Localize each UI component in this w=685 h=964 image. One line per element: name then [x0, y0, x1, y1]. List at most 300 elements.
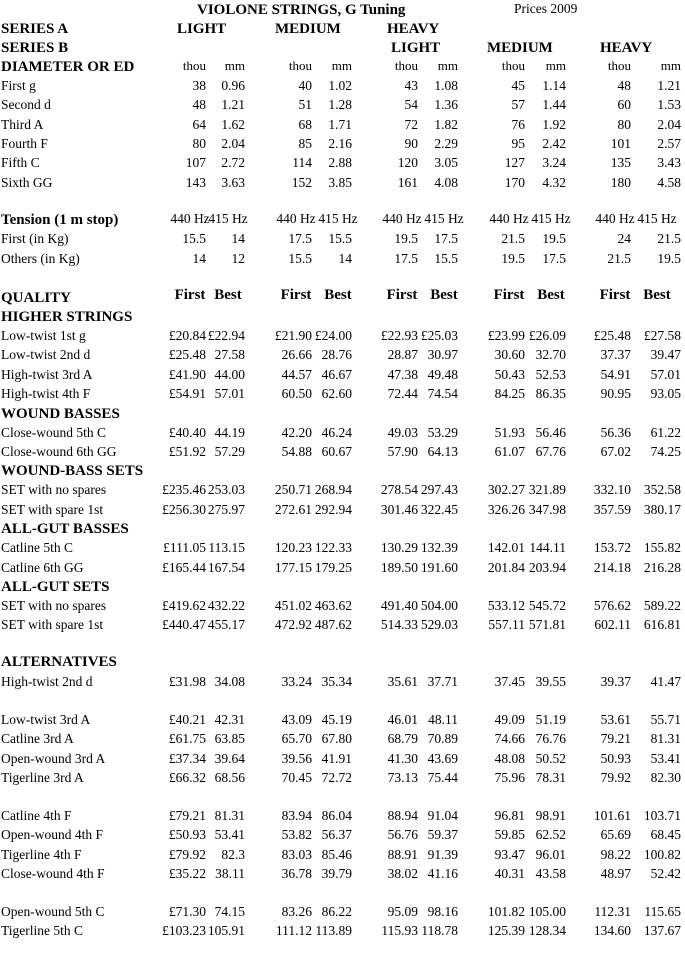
tension-hz-415: 415 Hz: [318, 211, 358, 226]
alt-row-value: 53.41: [650, 750, 681, 766]
price-row-value: 53.29: [427, 424, 458, 440]
tension-row-value: 14: [231, 231, 245, 246]
alt-row-value: 62.52: [535, 827, 566, 843]
alt-row-value: 76.76: [535, 731, 566, 747]
diameter-row-value: 127: [504, 155, 525, 171]
alt-row-value: 38.11: [215, 865, 245, 881]
price-row-value: 67.76: [535, 444, 566, 459]
tension-row-value: 15.5: [182, 231, 206, 246]
alt-row-label: Catline 3rd A: [1, 731, 74, 747]
diameter-row-value: 3.43: [657, 155, 681, 171]
unit-mm: mm: [224, 58, 245, 73]
price-row-value: 57.01: [650, 366, 681, 382]
diameter-row-value: 152: [291, 174, 312, 190]
price-row-value: £111.05: [163, 540, 206, 556]
price-row-value: 32.70: [535, 347, 566, 363]
diameter-row-value: 107: [185, 155, 206, 171]
series-a-label: SERIES A: [1, 21, 69, 37]
diameter-row-value: 60: [617, 97, 631, 113]
diameter-row-value: 85: [298, 135, 312, 151]
col-first: First: [280, 287, 312, 303]
alt-row-value: 41.30: [387, 750, 418, 766]
tension-row-value: 14: [192, 250, 206, 266]
series-b-heading: HEAVY: [600, 40, 653, 56]
price-row-value: 326.26: [487, 501, 525, 517]
alt-row-value: 41.16: [427, 865, 458, 881]
alt-row-value: 98.22: [600, 846, 631, 862]
price-row-label: SET with spare 1st: [1, 501, 104, 517]
tension-row-value: 19.5: [657, 250, 681, 266]
price-row-value: £256.30: [162, 501, 206, 517]
price-row-value: 278.54: [380, 482, 418, 498]
alt-row-value: 36.78: [281, 865, 312, 881]
alt-row-value: 73.13: [387, 769, 418, 785]
alt-row-value: £50.93: [168, 827, 206, 843]
alt-row-value: 115.93: [381, 923, 418, 939]
alt-row-value: 78.31: [535, 769, 566, 785]
quality-label: QUALITY: [1, 290, 72, 306]
price-row-value: 61.07: [494, 444, 525, 459]
price-row-value: 64.13: [427, 444, 458, 459]
price-row-value: 529.03: [420, 617, 458, 633]
alt-row-value: 56.37: [321, 827, 352, 843]
alt-row-value: 43.09: [281, 712, 312, 727]
diameter-row-value: 2.04: [221, 135, 245, 151]
price-row-value: 487.62: [314, 617, 352, 633]
unit-mm: mm: [545, 58, 566, 73]
price-row-value: 49.48: [427, 366, 458, 382]
price-row-value: 84.25: [494, 386, 525, 402]
price-row-label: Low-twist 2nd d: [1, 347, 91, 363]
diameter-row-value: 90: [404, 135, 418, 151]
alt-row-value: 39.64: [214, 750, 245, 766]
alt-row-label: Catline 4th F: [1, 808, 72, 823]
alt-row-value: £79.21: [168, 808, 206, 823]
price-row-value: 268.94: [314, 482, 352, 498]
section-heading: WOUND-BASS SETS: [1, 463, 144, 480]
alt-row-value: 52.42: [650, 865, 681, 881]
price-row-value: 589.22: [643, 598, 681, 613]
alt-row-value: 34.08: [214, 674, 245, 689]
diameter-row-value: 1.36: [434, 97, 458, 113]
diameter-row-value: 2.57: [657, 135, 681, 151]
price-row-value: 352.58: [643, 482, 681, 498]
price-row-value: 90.95: [600, 386, 631, 402]
diameter-row-value: 2.88: [328, 155, 352, 171]
alt-row-value: 41.91: [321, 750, 352, 766]
alt-row-label: Tigerline 4th F: [1, 846, 82, 862]
price-row-value: £22.94: [207, 328, 245, 343]
diameter-row-value: 95: [511, 135, 525, 151]
tension-row-value: 17.5: [394, 250, 418, 266]
diameter-row-value: 1.14: [542, 78, 566, 93]
unit-thou: thou: [288, 58, 312, 73]
alt-row-label: Low-twist 3rd A: [1, 712, 91, 727]
alt-row-value: 39.37: [600, 674, 631, 689]
diameter-row-value: 1.71: [328, 116, 352, 132]
alt-row-value: 43.58: [535, 865, 566, 881]
alt-row-label: Open-wound 4th F: [1, 827, 103, 843]
series-a-heading: LIGHT: [177, 21, 227, 37]
page-title: VIOLONE STRINGS, G Tuning: [197, 2, 406, 18]
price-row-value: 321.89: [528, 482, 566, 498]
price-row-value: 122.33: [314, 540, 352, 556]
unit-mm: mm: [660, 58, 681, 73]
diameter-row-value: 40: [298, 78, 312, 93]
alt-row-value: 81.31: [214, 808, 245, 823]
diameter-row-value: 161: [397, 174, 418, 190]
price-row-value: 297.43: [420, 482, 458, 498]
price-row-value: 491.40: [380, 598, 418, 613]
diameter-row-label: Second d: [1, 97, 51, 113]
price-row-value: 557.11: [488, 617, 525, 633]
price-row-value: 44.19: [214, 424, 245, 440]
diameter-row-label: Fourth F: [1, 135, 48, 151]
price-row-label: High-twist 3rd A: [1, 366, 93, 382]
alt-row-value: 40.31: [494, 865, 525, 881]
price-row-value: 616.81: [643, 617, 681, 633]
tension-hz-440: 440 Hz: [276, 211, 316, 226]
alt-row-value: 51.19: [535, 712, 566, 727]
diameter-row-value: 3.85: [328, 174, 352, 190]
alt-row-value: 105.00: [528, 904, 566, 919]
tension-row-value: 17.5: [542, 250, 566, 266]
price-row-value: 62.60: [321, 386, 352, 402]
price-row-value: £235.46: [162, 482, 206, 498]
price-row-value: £40.40: [168, 424, 206, 440]
price-row-value: £41.90: [168, 366, 206, 382]
diameter-row-value: 0.96: [221, 78, 245, 93]
alt-row-value: 74.15: [214, 904, 245, 919]
diameter-row-value: 48: [192, 97, 206, 113]
diameter-row-value: 170: [504, 174, 525, 190]
alt-row-value: £35.22: [168, 865, 206, 881]
price-row-value: 332.10: [593, 482, 631, 498]
diameter-row-value: 135: [610, 155, 631, 171]
price-row-value: 301.46: [380, 501, 418, 517]
unit-thou: thou: [394, 58, 418, 73]
price-row-value: 253.03: [207, 482, 245, 498]
price-row-value: 30.97: [427, 347, 458, 363]
alt-row-value: 79.92: [600, 769, 631, 785]
price-row-label: Close-wound 5th C: [1, 424, 107, 440]
alt-row-value: 46.01: [387, 712, 418, 727]
alt-row-value: 33.24: [281, 674, 312, 689]
price-row-value: 37.37: [600, 347, 631, 363]
alt-row-value: 93.47: [494, 846, 525, 862]
price-row-label: Catline 6th GG: [1, 559, 84, 575]
diameter-row-value: 51: [298, 97, 312, 113]
price-row-value: 155.82: [643, 540, 681, 556]
alternatives-heading: ALTERNATIVES: [1, 654, 117, 670]
price-row-label: SET with spare 1st: [1, 617, 104, 633]
price-row-value: 86.35: [535, 386, 566, 402]
price-row-value: 545.72: [528, 598, 566, 613]
price-row-value: 50.43: [494, 366, 525, 382]
tension-hz-415: 415 Hz: [637, 211, 677, 226]
price-row-value: 214.18: [593, 559, 631, 575]
tension-row-value: 21.5: [501, 231, 525, 246]
diameter-row-value: 68: [298, 116, 312, 132]
price-row-value: 44.00: [214, 366, 245, 382]
alt-row-value: 43.69: [427, 750, 458, 766]
price-row-value: 302.27: [487, 482, 525, 498]
alt-row-value: 79.21: [600, 731, 631, 747]
tension-row-label: Others (in Kg): [1, 250, 80, 266]
price-row-value: £25.48: [593, 328, 631, 343]
price-row-value: 432.22: [207, 598, 245, 613]
alt-row-value: 37.71: [427, 674, 458, 689]
section-heading: WOUND BASSES: [1, 405, 120, 422]
price-row-value: 275.97: [207, 501, 245, 517]
alt-row-value: £31.98: [168, 674, 206, 689]
alt-row-value: 70.45: [281, 769, 312, 785]
price-row-value: 28.87: [387, 347, 418, 363]
tension-label: Tension (1 m stop): [1, 212, 119, 228]
alt-row-value: £40.21: [168, 712, 206, 727]
price-row-value: 533.12: [487, 598, 525, 613]
alt-row-value: 85.46: [321, 846, 352, 862]
diameter-row-value: 43: [404, 78, 418, 93]
diameter-row-value: 1.21: [657, 78, 681, 93]
price-row-value: 113.15: [208, 540, 245, 556]
alt-row-value: 113.89: [315, 923, 352, 939]
price-row-value: 39.47: [650, 347, 681, 363]
alt-row-value: £79.92: [168, 846, 206, 862]
diameter-row-value: 76: [511, 116, 525, 132]
price-row-label: High-twist 4th F: [1, 386, 91, 402]
alt-row-value: 137.67: [643, 923, 681, 939]
diameter-row-value: 3.63: [221, 174, 245, 190]
price-row-label: Catline 5th C: [1, 540, 73, 556]
col-best: Best: [537, 287, 565, 303]
price-row-value: 54.91: [600, 366, 631, 382]
alt-row-value: 83.94: [281, 808, 312, 823]
price-row-value: 250.71: [274, 482, 312, 498]
price-row-value: 203.94: [528, 559, 566, 575]
alt-row-value: 39.56: [281, 750, 312, 766]
diameter-row-value: 143: [185, 174, 206, 190]
alt-row-value: 86.22: [321, 904, 352, 919]
section-heading: HIGHER STRINGS: [1, 309, 133, 325]
diameter-row-label: Sixth GG: [1, 174, 53, 190]
price-row-value: 347.98: [528, 501, 566, 517]
alt-row-value: 134.60: [593, 923, 631, 939]
alt-row-value: 103.71: [643, 808, 681, 823]
tension-row-value: 15.5: [288, 250, 312, 266]
price-row-value: 602.11: [594, 617, 631, 633]
price-row-value: 142.01: [487, 540, 525, 556]
alt-row-value: £61.75: [168, 731, 206, 747]
tension-row-value: 21.5: [607, 250, 631, 266]
price-row-value: 42.20: [281, 424, 312, 440]
alt-row-value: 65.69: [600, 827, 631, 843]
alt-row-label: Open-wound 3rd A: [1, 750, 106, 766]
diameter-row-value: 2.04: [657, 116, 681, 132]
price-row-value: 52.53: [535, 366, 566, 382]
tension-hz-440: 440 Hz: [595, 211, 635, 226]
price-row-value: £20.84: [168, 328, 206, 343]
alt-row-value: 59.85: [494, 827, 525, 843]
price-row-value: 28.76: [321, 347, 352, 363]
series-b-label: SERIES B: [1, 40, 69, 56]
alt-row-value: 91.39: [427, 846, 458, 862]
price-row-value: 201.84: [487, 559, 525, 575]
col-first: First: [493, 287, 525, 303]
col-best: Best: [324, 287, 352, 303]
alt-row-value: 96.01: [535, 846, 566, 862]
price-row-value: 191.60: [420, 559, 458, 575]
price-row-value: 272.61: [274, 501, 312, 517]
diameter-row-value: 38: [192, 78, 206, 93]
price-row-value: 177.15: [274, 559, 312, 575]
diameter-label: DIAMETER OR ED: [1, 59, 135, 75]
alt-row-value: 37.45: [494, 674, 525, 689]
price-row-label: Low-twist 1st g: [1, 328, 86, 343]
alt-row-value: 41.47: [650, 674, 681, 689]
alt-row-value: 86.04: [321, 808, 352, 823]
price-row-value: 93.05: [650, 386, 681, 402]
alt-row-value: 88.94: [387, 808, 418, 823]
alt-row-value: 50.52: [535, 750, 566, 766]
price-row-value: 51.93: [494, 424, 525, 440]
price-row-value: £21.90: [274, 328, 312, 343]
price-row-value: 54.88: [281, 444, 312, 459]
price-row-value: £440.47: [162, 617, 206, 633]
alt-row-value: 112.31: [594, 904, 631, 919]
price-row-value: 27.58: [214, 347, 245, 363]
tension-hz-415: 415 Hz: [208, 211, 248, 226]
price-row-value: 455.17: [207, 617, 245, 633]
alt-row-label: Open-wound 5th C: [1, 904, 105, 919]
diameter-row-value: 1.92: [542, 116, 566, 132]
diameter-row-value: 1.28: [328, 97, 352, 113]
diameter-row-value: 2.29: [434, 135, 458, 151]
price-row-value: £51.92: [168, 444, 206, 459]
diameter-row-value: 1.53: [657, 97, 681, 113]
price-row-value: £22.93: [380, 328, 418, 343]
col-first: First: [599, 287, 631, 303]
tension-row-value: 14: [338, 250, 352, 266]
alt-row-value: 101.82: [487, 904, 525, 919]
alt-row-value: £37.34: [168, 750, 206, 766]
alt-row-value: 88.91: [387, 846, 418, 862]
diameter-row-value: 1.08: [434, 78, 458, 93]
diameter-row-value: 4.08: [434, 174, 458, 190]
diameter-row-value: 2.42: [542, 135, 566, 151]
alt-row-value: 68.56: [214, 769, 245, 785]
tension-row-value: 15.5: [328, 231, 352, 246]
price-row-value: 322.45: [420, 501, 458, 517]
price-row-value: £419.62: [162, 598, 206, 613]
price-row-value: 57.90: [387, 444, 418, 459]
alt-row-value: 125.39: [487, 923, 525, 939]
tension-row-value: 15.5: [434, 250, 458, 266]
price-row-value: 357.59: [593, 501, 631, 517]
price-row-value: £23.99: [487, 328, 525, 343]
alt-row-value: 95.09: [387, 904, 418, 919]
price-row-value: 46.24: [321, 424, 352, 440]
price-row-value: 46.67: [321, 366, 352, 382]
alt-row-value: 68.79: [387, 731, 418, 747]
alt-row-value: 45.19: [321, 712, 352, 727]
price-row-value: 144.11: [529, 540, 566, 556]
alt-row-value: 68.45: [650, 827, 681, 843]
alt-row-value: 49.09: [494, 712, 525, 727]
alt-row-value: 63.85: [214, 731, 245, 747]
tension-row-value: 12: [231, 250, 245, 266]
alt-row-value: 48.97: [600, 865, 631, 881]
price-row-value: 167.54: [207, 559, 245, 575]
diameter-row-value: 4.32: [542, 174, 566, 190]
alt-row-value: 105.91: [207, 923, 245, 939]
tension-row-value: 24: [617, 231, 631, 246]
price-row-value: 57.29: [214, 444, 245, 459]
alt-row-value: 74.66: [494, 731, 525, 747]
price-row-value: £25.03: [420, 328, 458, 343]
section-heading: ALL-GUT SETS: [1, 579, 110, 595]
alt-row-label: Close-wound 4th F: [1, 865, 105, 881]
price-row-value: 576.62: [593, 598, 631, 613]
price-row-value: 216.28: [643, 559, 681, 575]
price-row-value: 60.50: [281, 386, 312, 402]
price-row-value: 74.25: [650, 444, 681, 459]
col-best: Best: [643, 287, 671, 303]
alt-row-value: 38.02: [387, 865, 418, 881]
diameter-row-value: 120: [397, 155, 418, 171]
price-row-value: 292.94: [314, 501, 352, 517]
alt-row-value: 128.34: [528, 923, 566, 939]
alt-row-label: Tigerline 5th C: [1, 923, 84, 939]
alt-row-value: 101.61: [593, 808, 631, 823]
tension-row-value: 17.5: [434, 231, 458, 246]
price-row-value: £26.09: [528, 328, 566, 343]
diameter-row-value: 3.24: [542, 155, 566, 171]
alt-row-value: 83.03: [281, 846, 312, 862]
diameter-row-value: 114: [292, 155, 312, 171]
tension-row-value: 21.5: [657, 231, 681, 246]
price-row-value: 179.25: [314, 559, 352, 575]
price-row-value: 49.03: [387, 424, 418, 440]
tension-hz-415: 415 Hz: [531, 211, 571, 226]
price-row-value: 26.66: [281, 347, 312, 363]
alt-row-value: £66.32: [168, 769, 206, 785]
alt-row-value: 48.08: [494, 750, 525, 766]
alt-row-value: 100.82: [643, 846, 681, 862]
alt-row-value: 53.82: [281, 827, 312, 843]
diameter-row-value: 48: [617, 78, 631, 93]
alt-row-value: 50.93: [600, 750, 631, 766]
alt-row-value: 82.30: [650, 769, 681, 785]
tension-hz-440: 440 Hz: [382, 211, 422, 226]
diameter-row-value: 57: [511, 97, 525, 113]
section-heading: ALL-GUT BASSES: [1, 521, 129, 538]
diameter-row-value: 1.62: [221, 116, 245, 132]
diameter-row-value: 1.44: [542, 97, 566, 113]
alt-row-value: 82.3: [221, 846, 245, 862]
price-row-value: 130.29: [380, 540, 418, 556]
price-row-value: 153.72: [593, 540, 631, 556]
alt-row-value: 72.72: [321, 769, 352, 785]
diameter-row-value: 45: [511, 78, 525, 93]
col-best: Best: [430, 287, 458, 303]
alt-row-value: 83.26: [281, 904, 312, 919]
price-row-value: 57.01: [214, 386, 245, 402]
price-row-value: 56.36: [600, 424, 631, 440]
alt-row-value: 98.16: [427, 904, 458, 919]
price-row-value: 61.22: [650, 424, 681, 440]
price-row-value: 47.38: [387, 366, 418, 382]
